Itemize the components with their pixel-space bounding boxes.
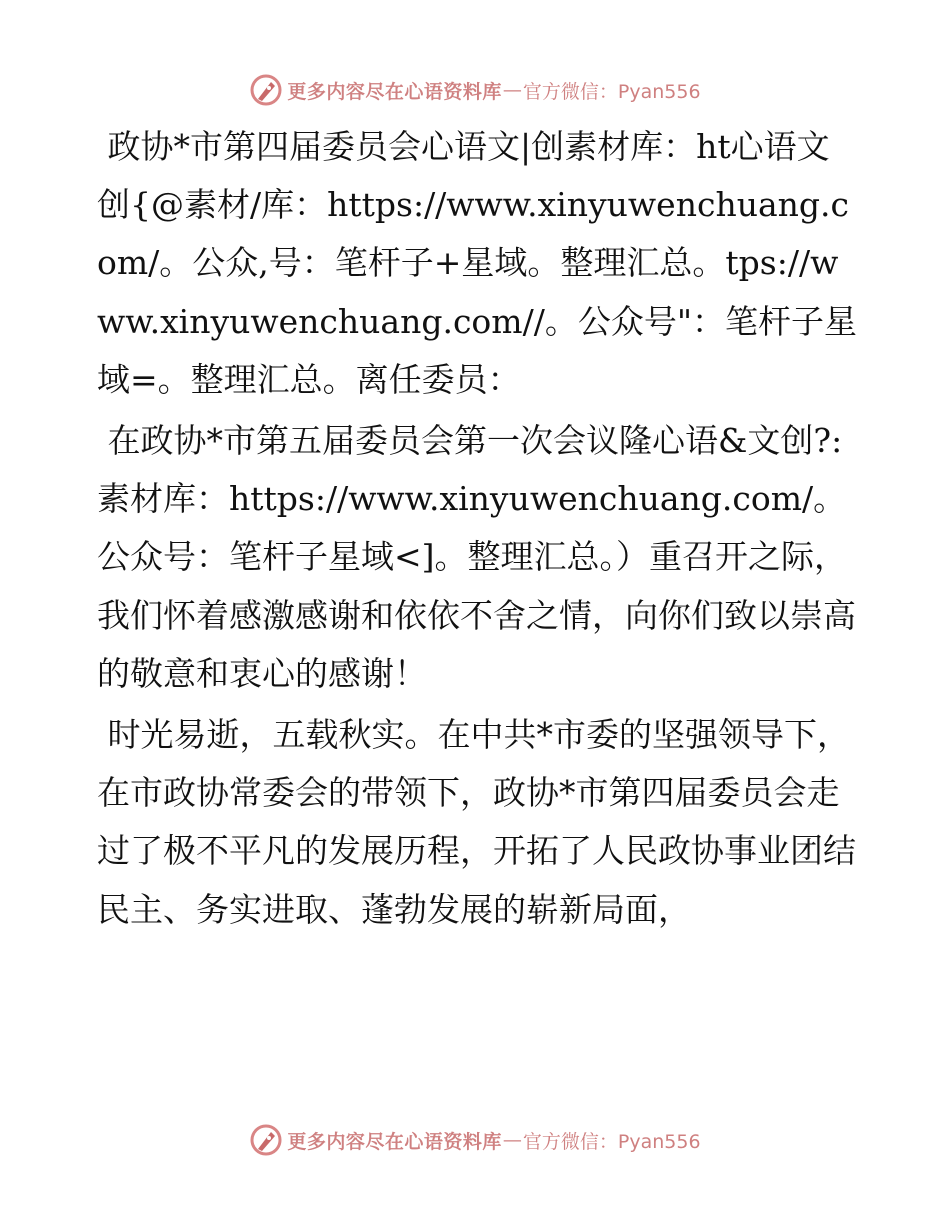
paragraph-1: 政协*市第四届委员会心语文|创素材库：ht心语文创{@素材/库：https://www.xinyuwenchuang.com/。公众,号：笔杆子+星域。整理汇总。tps://www.xinyuwenchuang.com//。公众号"：笔杆子星域=。整理汇总。离任委员： bbox=[97, 127, 857, 399]
banner-separator: — bbox=[502, 1129, 522, 1151]
banner-sub-text: 官方微信：Pyan556 bbox=[522, 80, 701, 103]
footer-watermark-banner bbox=[0, 1120, 950, 1160]
banner-separator: — bbox=[502, 79, 522, 101]
banner-main-text: 更多内容尽在心语资料库 bbox=[287, 1130, 502, 1153]
paragraph-2: 在政协*市第五届委员会第一次会议隆心语&文创?:素材库：https://www.xinyuwenchuang.com/。公众号：笔杆子星域<]。整理汇总。）重召开之际，我们怀着感激感谢和依依不舍之情，向你们致以崇高的敬意和衷心的感谢！ bbox=[97, 421, 856, 693]
banner-sub-text: 官方微信：Pyan556 bbox=[522, 1130, 701, 1153]
pen-nib-circle-icon bbox=[249, 73, 283, 107]
document-body bbox=[97, 118, 857, 939]
header-watermark-banner bbox=[0, 70, 950, 110]
banner-main-text: 更多内容尽在心语资料库 bbox=[287, 80, 502, 103]
paragraph-3: 时光易逝，五载秋实。在中共*市委的坚强领导下，在市政协常委会的带领下，政协*市第四届委员会走过了极不平凡的发展历程，开拓了人民政协事业团结民主、务实进取、蓬勃发展的崭新局面， bbox=[97, 715, 856, 929]
pen-nib-circle-icon bbox=[249, 1123, 283, 1157]
